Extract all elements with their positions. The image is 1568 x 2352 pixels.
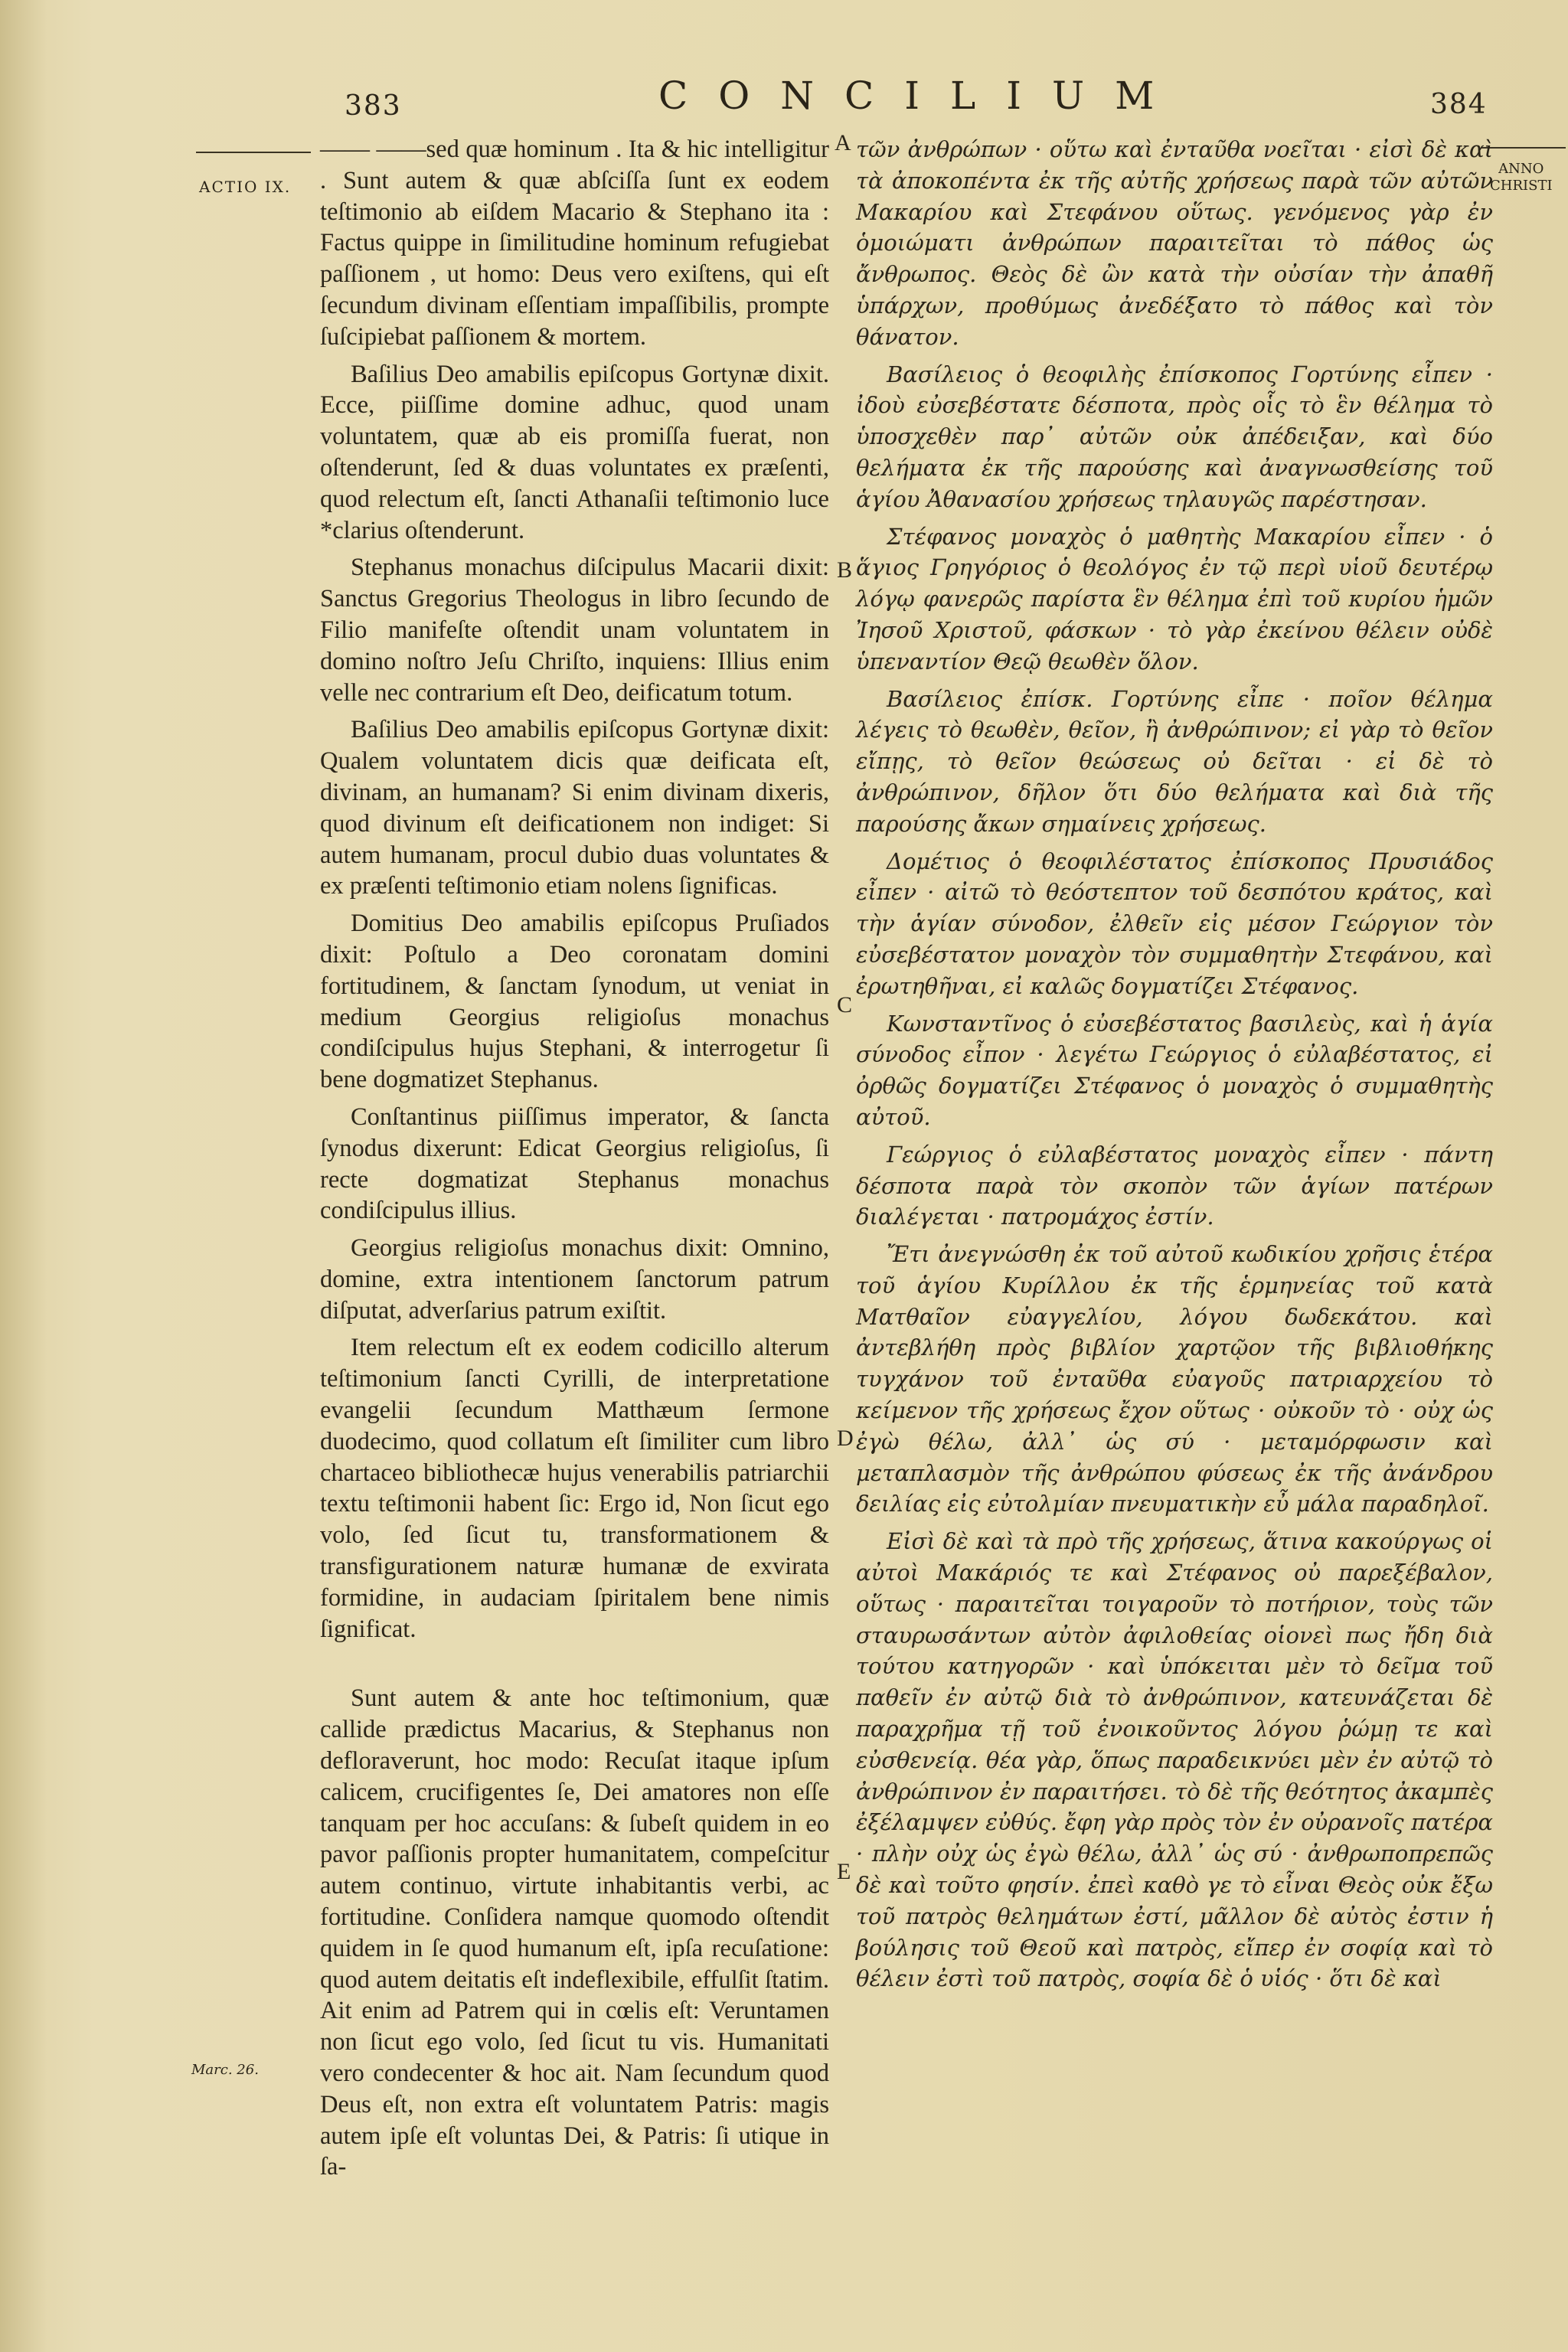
greek-paragraph: Στέφανος μοναχὸς ὁ μαθητὴς Μακαρίου εἶπεν · ὁ ἅγιος Γρηγόριος ὁ θεολόγος ἐν τῷ περὶ υἱοῦ δευτέρῳ λόγῳ φανερῶς παρίστα ἓν θέλημα ἐπὶ τοῦ κυρίου ἡμῶν Ἰησοῦ Χριστοῦ, φάσκων · τὸ γὰρ ἐκείνου θέλειν οὐδὲ ὑπεναντίον Θεῷ θεωθὲν ὅλον. xyxy=(856,523,1493,675)
greek-paragraph: τῶν ἀνθρώπων · οὕτω καὶ ἐνταῦθα νοεῖται · εἰσὶ δὲ καὶ τὰ ἀποκοπέντα ἐκ τῆς αὐτῆς χρήσεως παρὰ τῶν αὐτῶν Μακαρίου καὶ Στεφάνου οὕτως. γενόμενος γὰρ ἐν ὁμοιώματι ἀνθρώπων παραιτεῖται τὸ πάθος ὡς ἄνθρωπος. Θεὸς δὲ ὢν κατὰ τὴν οὐσίαν τὴν ἀπαθῆ ὑπάρχων, προθύμως ἀνεδέξατο τὸ πάθος καὶ τὸν θάνατον. xyxy=(856,136,1493,350)
margin-christi-label: CHRISTI xyxy=(1490,178,1553,194)
latin-paragraph: Georgius religioſus monachus dixit: Omnino, domine, extra intentionem ſanctorum patrum diſputat, adverſarius patrum exiſtit. xyxy=(320,1234,829,1325)
greek-paragraph: Δομέτιος ὁ θεοφιλέστατος ἐπίσκοπος Πρυσιάδος εἶπεν · αἰτῶ τὸ θεόστεπτον τοῦ δεσπότου κράτος, καὶ τὴν ἁγίαν σύνοδον, ἐλθεῖν εἰς μέσον Γεώργιον τὸν εὐσεβέστατον μοναχὸν τὸν συμμαθητὴν Στεφάνου, καὶ ἐρωτηθῆναι, εἰ καλῶς δογματίζει Στέφανος. xyxy=(856,848,1493,999)
greek-paragraph: Κωνσταντῖνος ὁ εὐσεβέστατος βασιλεὺς, καὶ ἡ ἁγία σύνοδος εἶπον · λεγέτω Γεώργιος ὁ εὐλαβέστατος, εἰ ὀρθῶς δογματίζει Στέφανος ὁ μοναχὸς ὁ συμμαθητὴς αὐτοῦ. xyxy=(856,1010,1493,1130)
margin-note-reference: Marc. 26. xyxy=(191,2062,259,2078)
page-number-right: 384 xyxy=(1430,89,1488,120)
section-letter-e: E xyxy=(837,1859,851,1884)
running-head: CONCILIUM xyxy=(658,74,1185,118)
latin-paragraph: Domitius Deo amabilis epiſcopus Pruſiados dixit: Poſtulo a Deo coronatam domini fortitudinem, & ſanctam ſynodum, ut veniat in medium Georgius religioſus monachus condiſcipulus hujus Stephani, & interrogetur ſi bene dogmatizet Stephanus. xyxy=(320,910,829,1094)
scan-edge xyxy=(0,0,46,2352)
latin-paragraph: Baſilius Deo amabilis epiſcopus Gortynæ dixit: Qualem voluntatem dicis quæ deificata eſt, divinam, an humanam? Si enim divinam dixeris, quod divinum eſt deificationem non indiget: Si autem humanam, procul dubio duas voluntates & ex præſenti teſtimonio etiam nolens ſignificas. xyxy=(320,716,829,900)
right-margin-rule xyxy=(1481,147,1566,149)
section-letter-a: A xyxy=(835,130,851,155)
latin-paragraph: Sunt autem & ante hoc teſtimonium, quæ callide prædictus Macarius, & Stephanus non defloraverunt, hoc modo: Recuſat itaque ipſum calicem, crucifigentes ſe, Dei amatores non eſſe tanquam per hoc accuſans: & ſubeſt quidem in eo pavor paſſionis propter humanitatem, compeſcitur autem continuo, virtute inhabitantis verbi, ac fortitudine. Conſidera namque quomodo oſtendit quidem in ſe quod humanum eſt, ipſa recuſatione: quod autem deitatis eſt indeflexibile, effulſit ſtatim. Ait enim ad Patrem qui in cœlis eſt: Veruntamen non ſicut ego volo, ſed ſicut tu vis. Humanitati vero condecenter & hoc ait. Nam ſecundum quod Deus eſt, non extra eſt voluntatem Patris: magis autem ipſe eſt voluntas Dei, & Patris: ſi utique in ſa- xyxy=(320,1684,829,2181)
latin-column xyxy=(320,134,829,2189)
latin-paragraph: —— ——sed quæ hominum . Ita & hic intelligitur . Sunt autem & quæ abſciſſa ſunt ex eodem teſtimonio ab eiſdem Macario & Stephano ita : Factus quippe in ſimilitudine hominum refugiebat paſſionem , ut homo: Deus vero exiſtens, qui eſt ſecundum divinam eſſentiam impaſſibilis, prompte ſuſcipiebat paſſionem & mortem. xyxy=(320,136,829,351)
page-number-left: 383 xyxy=(345,90,402,122)
latin-paragraph: Item relectum eſt ex eodem codicillo alterum teſtimonium ſancti Cyrilli, de interpretatione evangelii ſecundum Matthæum ſermone duodecimo, quod collatum eſt ſimiliter cum libro chartaceo bibliothecæ hujus venerabilis patriarchii textu teſtimonii habent ſic: Ergo id, Non ſicut ego volo, ſed ſicut tu, transformationem & transfigurationem naturæ humanæ de exvirata formidine, in audaciam ſpiritalem bene nimis ſignificat. xyxy=(320,1334,829,1643)
greek-column xyxy=(856,134,1493,2001)
section-letter-b: B xyxy=(837,557,853,583)
section-letter-d: D xyxy=(837,1426,854,1451)
margin-note-actio: ACTIO IX. xyxy=(199,178,292,196)
latin-paragraph: Baſilius Deo amabilis epiſcopus Gortynæ dixit. Ecce, piiſſime domine adhuc, quod unam voluntatem, quæ ab eis promiſſa fuerat, non oſtenderunt, ſed & duas voluntates ex præſenti, quod relectum eſt, ſancti Athanaſii teſtimonio luce *clarius oſtenderunt. xyxy=(320,360,829,544)
latin-paragraph: Stephanus monachus diſcipulus Macarii dixit: Sanctus Gregorius Theologus in libro ſecundo de Filio manifeſte oſtendit unam voluntatem in domino noſtro Jeſu Chriſto, inquiens: Illius enim velle nec contrarium eſt Deo, deificatum totum. xyxy=(320,554,829,707)
greek-paragraph: Βασίλειος ἐπίσκ. Γορτύνης εἶπε · ποῖον θέλημα λέγεις τὸ θεωθὲν, θεῖον, ἢ ἀνθρώπινον; εἰ γὰρ τὸ θεῖον εἴπῃς, τὸ θεῖον θεώσεως οὐ δεῖται · εἰ δὲ τὸ ἀνθρώπινον, δῆλον ὅτι δύο θελήματα καὶ διὰ τῆς παρούσης ἄκων σημαίνεις χρήσεως. xyxy=(856,685,1493,837)
greek-paragraph: Γεώργιος ὁ εὐλαβέστατος μοναχὸς εἶπεν · πάντη δέσποτα παρὰ τὸν σκοπὸν τῶν ἁγίων πατέρων διαλέγεται · πατρομάχος ἐστίν. xyxy=(856,1141,1493,1230)
left-margin-rule xyxy=(196,152,311,153)
paragraph-gap xyxy=(320,1651,829,1683)
latin-paragraph: Conſtantinus piiſſimus imperator, & ſancta ſynodus dixerunt: Edicat Georgius religioſus, ſi recte dogmatizat Stephanus monachus condiſcipulus illius. xyxy=(320,1102,829,1225)
greek-paragraph: Εἰσὶ δὲ καὶ τὰ πρὸ τῆς χρήσεως, ἅτινα κακούργως οἱ αὐτοὶ Μακάριός τε καὶ Στέφανος οὐ παρεξέβαλον, οὕτως · παραιτεῖται τοιγαροῦν τὸ ποτήριον, τοὺς τῶν σταυρωσάντων αὐτὸν ἀφιλοθείας οἱονεὶ πως ἤδη διὰ τούτου κατηγορῶν · καὶ ὑπόκειται μὲν τὸ δεῖμα τοῦ παθεῖν ἐν αὐτῷ διὰ τὸ ἀνθρώπινον, κατευνάζεται δὲ παραχρῆμα τῇ τοῦ ἐνοικοῦντος λόγου ῥώμῃ τε καὶ εὐσθενείᾳ. θέα γὰρ, ὅπως παραδεικνύει μὲν ἐν αὐτῷ τὸ ἀνθρώπινον ἐν παραιτήσει. τὸ δὲ τῆς θεότητος ἀκαμπὲς ἐξέλαμψεν εὐθύς. ἔφη γὰρ πρὸς τὸν ἐν οὐρανοῖς πατέρα · πλὴν οὐχ ὡς ἐγὼ θέλω, ἀλλ᾽ ὡς σύ · ἀνθρωποπρεπῶς δὲ καὶ τοῦτο φησίν. ἐπεὶ καθὸ γε τὸ εἶναι Θεὸς οὐκ ἔξω τοῦ πατρὸς θελημάτων ἐστί, μᾶλλον δὲ αὐτὸς ἐστιν ἡ βούλησις τοῦ Θεοῦ καὶ πατρὸς, εἴπερ ἐν σοφίᾳ καὶ τὸ θέλειν ἐστὶ τοῦ πατρὸς, σοφία δὲ ὁ υἱός · ὅτι δὲ καὶ xyxy=(856,1528,1493,1992)
section-letter-c: C xyxy=(837,992,853,1018)
margin-note-anno xyxy=(1490,161,1553,194)
margin-anno-label: ANNO xyxy=(1498,161,1544,177)
greek-paragraph: Ἔτι ἀνεγνώσθη ἐκ τοῦ αὐτοῦ κωδικίου χρῆσις ἑτέρα τοῦ ἁγίου Κυρίλλου ἐκ τῆς ἑρμηνείας τοῦ κατὰ Ματθαῖον εὐαγγελίου, λόγου δωδεκάτου. καὶ ἀντεβλήθη πρὸς βιβλίον χαρτῷον τῆς βιβλιοθήκης τυγχάνον τοῦ ἐνταῦθα εὐαγοῦς πατριαρχείου τὸ κείμενον τῆς χρήσεως ἔχον οὕτως · οὐκοῦν τὸ · οὐχ ὡς ἐγὼ θέλω, ἀλλ᾽ ὡς σύ · μεταμόρφωσιν καὶ μεταπλασμὸν τῆς ἀνθρώπου φύσεως ἐκ τῆς ἀνάνδρου δειλίας εἰς εὐτολμίαν πνευματικὴν εὖ μάλα παραδηλοῖ. xyxy=(856,1241,1493,1517)
greek-paragraph: Βασίλειος ὁ θεοφιλὴς ἐπίσκοπος Γορτύνης εἶπεν · ἰδοὺ εὐσεβέστατε δέσποτα, πρὸς οἷς τὸ ἓν θέλημα τὸ ὑποσχεθὲν παρ᾽ αὐτῶν οὐκ ἀπέδειξαν, καὶ δύο θελήματα ἐκ τῆς παρούσης καὶ ἀναγνωσθείσης τοῦ ἁγίου Ἀθανασίου χρήσεως τηλαυγῶς παρέστησαν. xyxy=(856,361,1493,512)
